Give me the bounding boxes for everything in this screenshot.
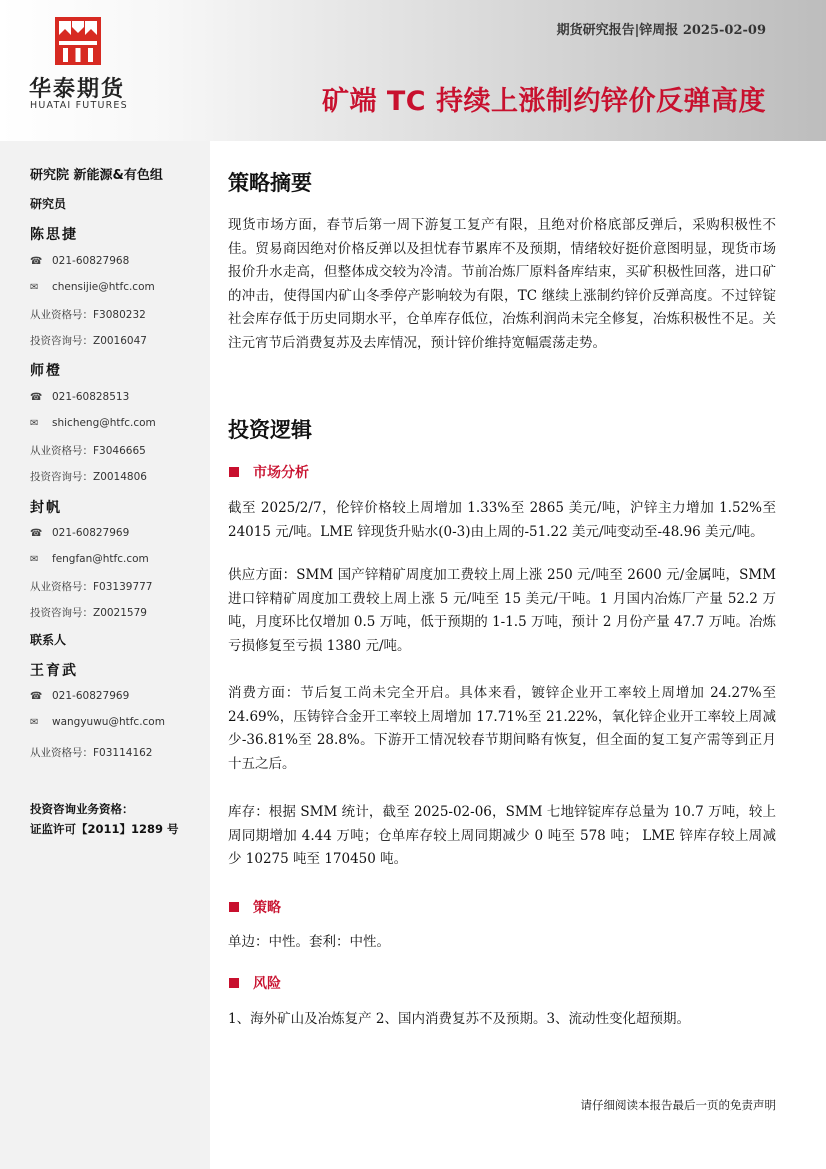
researcher-email[interactable]: ✉ fengfan@htfc.com xyxy=(30,553,149,565)
envelope-icon: ✉ xyxy=(30,282,39,293)
researcher-license: 从业资格号：F3080232 xyxy=(30,309,146,321)
researcher-phone: ☎ 021-60827968 xyxy=(30,255,130,267)
researcher-license: 从业资格号：F3046665 xyxy=(30,445,146,457)
researcher-email[interactable]: ✉ chensijie@htfc.com xyxy=(30,281,155,293)
author-sidebar xyxy=(0,141,210,1169)
risk-paragraph: 1、海外矿山及冶炼复产 2、国内消费复苏不及预期。3、流动性变化超预期。 xyxy=(228,1011,691,1027)
supply-paragraph: 供应方面：SMM 国产锌精矿周度加工费较上周上涨 250 元/吨至 2600 元/金属吨，SMM 进口锌精矿周度加工费较上周上涨 5 元/吨至 15 美元/干吨。1 月国内冶炼厂产量 52.2 万吨，月度环比仅增加 0.5 万吨，低于预期的 1-1.5 万吨，预计 2 月份产量 47.7 万吨。冶炼亏损修复至亏损 1380 元/吨。 xyxy=(228,567,776,654)
contact-label: 联系人 xyxy=(30,633,67,647)
inventory-paragraph: 库存：根据 SMM 统计，截至 2025-02-06，SMM 七地锌锭库存总量为 10.7 万吨，较上周同期增加 4.44 万吨；仓单库存较上周同期减少 0 吨至 578 吨； LME 锌库存较上周减少 10275 吨至 170450 吨。 xyxy=(228,804,776,867)
strategy-heading: 策略 xyxy=(229,897,281,917)
summary-paragraph: 现货市场方面，春节后第一周下游复工复产有限，且绝对价格底部反弹后，采购积极性不佳。贸易商因绝对价格反弹以及担忧春节累库不及预期，情绪较好挺价意图明显，现货市场报价升水走高，但整体成交较为冷清。节前冶炼厂原料备库结束，买矿积极性回落，进口矿的冲击，使得国内矿山冬季停产影响较为有限，TC 继续上涨制约锌价反弹高度。不过锌锭社会库存低于历史同期水平，仓单库存低位，冶炼利润尚未完全修复，冶炼积极性不足。关注元宵节后消费复苏及去库情况，预计锌价维持宽幅震荡走势。 xyxy=(228,217,776,351)
qualification-license: 证监许可【2011】1289 号 xyxy=(30,822,179,836)
qualification-label: 投资咨询业务资格： xyxy=(30,802,134,816)
logo-english-name: HUATAI FUTURES xyxy=(30,100,128,111)
researcher-advisory-number: 投资咨询号：Z0014806 xyxy=(30,471,147,483)
contact-license: 从业资格号：F03114162 xyxy=(30,747,153,759)
market-analysis-heading: 市场分析 xyxy=(229,462,309,482)
researcher-advisory-number: 投资咨询号：Z0021579 xyxy=(30,607,147,619)
market-paragraph: 截至 2025/2/7，伦锌价格较上周增加 1.33%至 2865 美元/吨，沪锌主力增加 1.52%至 24015 元/吨。LME 锌现货升贴水(0-3)由上周的-51.22 美元/吨变动至-48.96 美元/吨。 xyxy=(228,500,776,540)
summary-heading: 策略摘要 xyxy=(228,171,312,195)
logic-heading: 投资逻辑 xyxy=(228,418,312,442)
phone-icon: ☎ xyxy=(30,691,43,702)
risk-heading: 风险 xyxy=(229,973,281,993)
report-title: 矿端 TC 持续上涨制约锌价反弹高度 xyxy=(321,86,766,117)
envelope-icon: ✉ xyxy=(30,554,39,565)
researcher-license: 从业资格号：F03139777 xyxy=(30,581,153,593)
contact-phone: ☎ 021-60827969 xyxy=(30,690,130,702)
researcher-email[interactable]: ✉ shicheng@htfc.com xyxy=(30,417,156,429)
strategy-paragraph: 单边：中性。套利：中性。 xyxy=(228,934,390,950)
contact-name: 王育武 xyxy=(30,663,78,679)
researcher-name: 陈思捷 xyxy=(30,227,78,243)
researcher-phone: ☎ 021-60828513 xyxy=(30,391,130,403)
phone-icon: ☎ xyxy=(30,256,43,267)
researcher-name: 师橙 xyxy=(30,363,62,379)
department-label: 研究院 新能源&有色组 xyxy=(30,168,163,183)
logo-chinese-name: 华泰期货 xyxy=(29,77,126,102)
consumption-paragraph: 消费方面：节后复工尚未完全开启。具体来看，镀锌企业开工率较上周增加 24.27%至 24.69%，压铸锌合金开工率较上周增加 17.71%至 21.22%，氧化锌企业开工率较上周减少-36.81%至 28.8%。下游开工情况较春节期间略有恢复，但全面的复工复产需等到正月十五之后。 xyxy=(228,685,776,772)
square-bullet-icon xyxy=(229,467,239,477)
envelope-icon: ✉ xyxy=(30,717,39,728)
researcher-advisory-number: 投资咨询号：Z0016047 xyxy=(30,335,147,347)
report-header xyxy=(0,0,826,141)
report-tag: 期货研究报告|锌周报 2025-02-09 xyxy=(556,23,766,38)
researcher-label: 研究员 xyxy=(30,197,67,211)
phone-icon: ☎ xyxy=(30,392,43,403)
footer-disclaimer: 请仔细阅读本报告最后一页的免责声明 xyxy=(580,1098,776,1112)
researcher-phone: ☎ 021-60827969 xyxy=(30,527,130,539)
contact-email[interactable]: ✉ wangyuwu@htfc.com xyxy=(30,716,165,728)
researcher-name: 封帆 xyxy=(30,500,62,516)
envelope-icon: ✉ xyxy=(30,418,39,429)
huatai-logo-icon xyxy=(55,17,101,65)
square-bullet-icon xyxy=(229,978,239,988)
phone-icon: ☎ xyxy=(30,528,43,539)
square-bullet-icon xyxy=(229,902,239,912)
